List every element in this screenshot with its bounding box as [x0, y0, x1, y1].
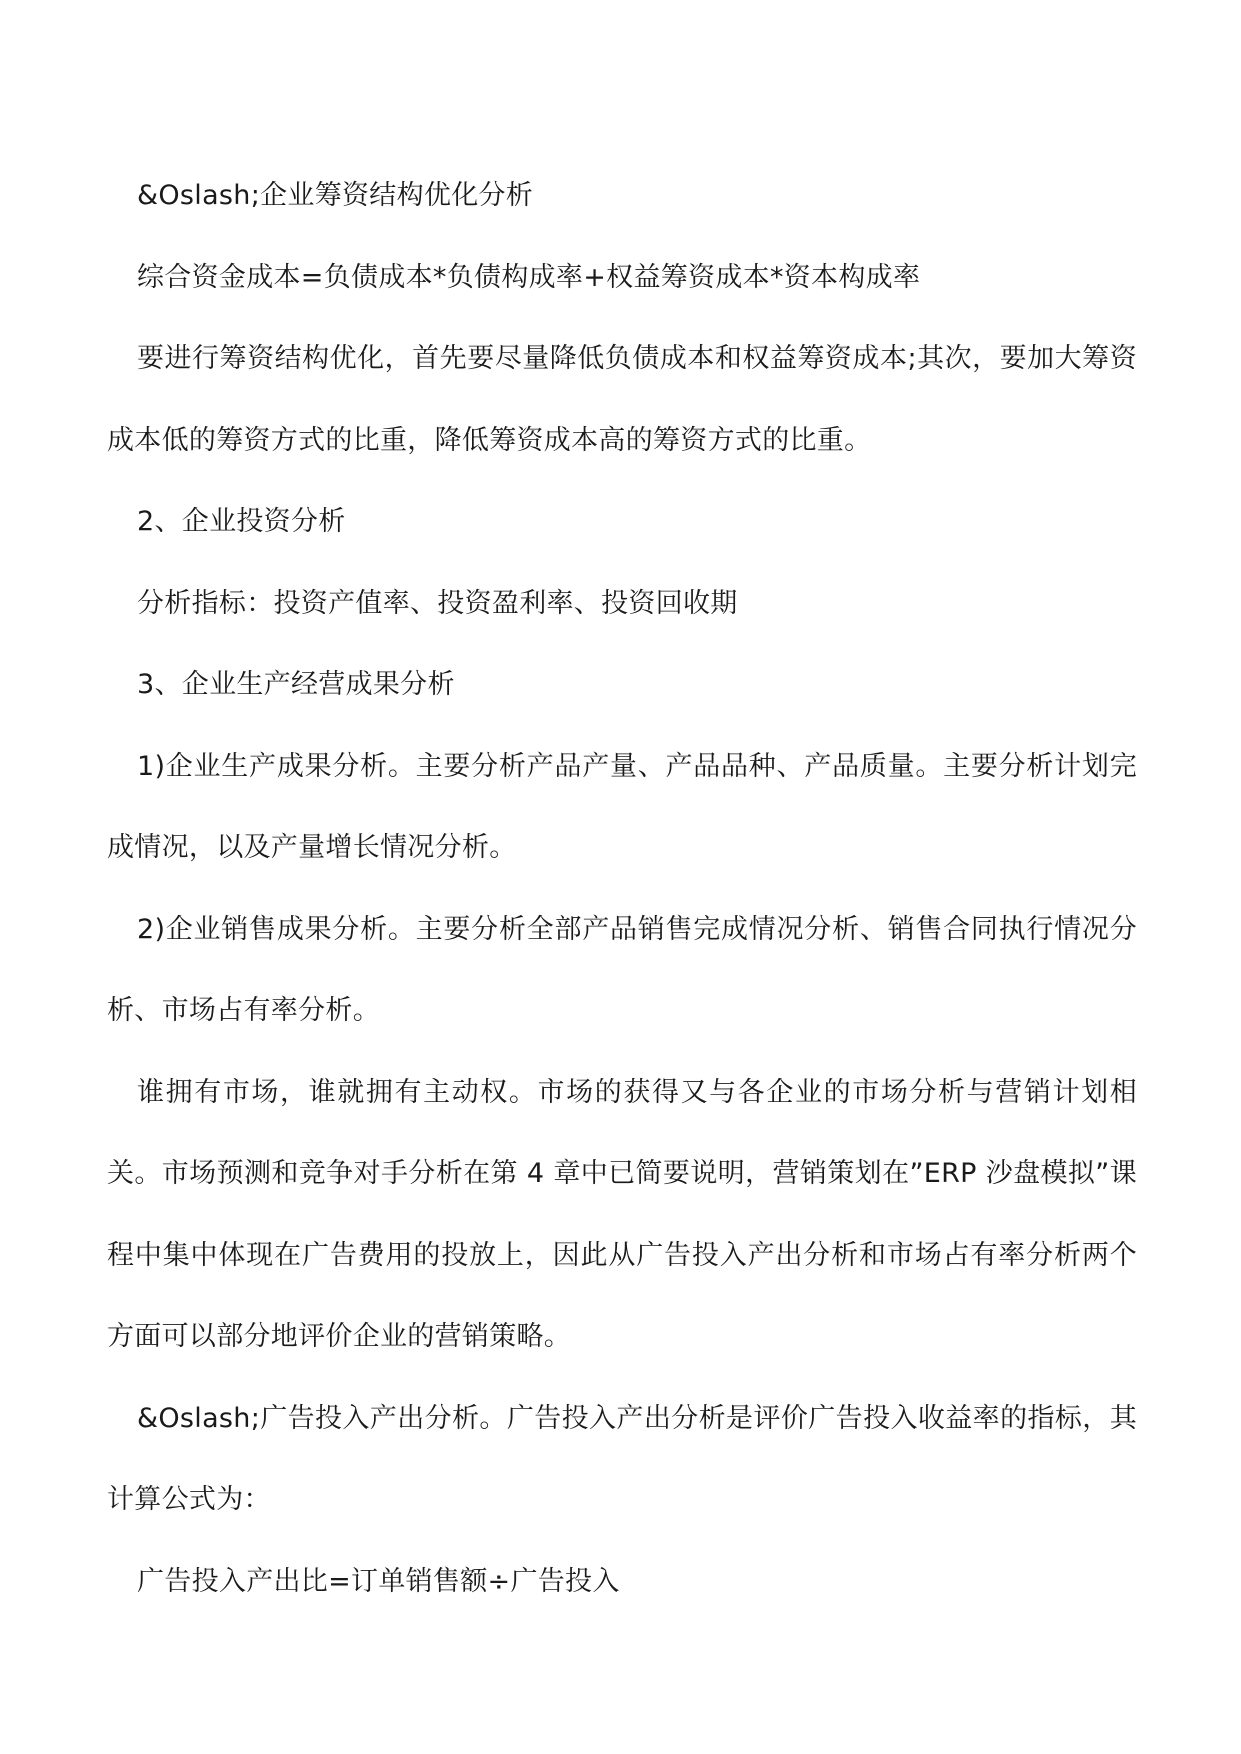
paragraph-financing-optimization: 要进行筹资结构优化，首先要尽量降低负债成本和权益筹资成本;其次，要加大筹资成本低的筹资方式的比重，降低筹资成本高的筹资方式的比重。 — [107, 343, 1137, 456]
paragraph-sales-results: 2)企业销售成果分析。主要分析全部产品销售完成情况分析、销售合同执行情况分析、市场占有率分析。 — [107, 913, 1137, 1026]
heading-investment-analysis: 2、企业投资分析 — [137, 506, 346, 537]
formula-capital-cost: 综合资金成本=负债成本*负债构成率+权益筹资成本*资本构成率 — [137, 261, 921, 293]
heading-financing-structure: &Oslash;企业筹资结构优化分析 — [137, 180, 534, 211]
paragraph-investment-indicators: 分析指标：投资产值率、投资盈利率、投资回收期 — [137, 587, 738, 619]
paragraph-advertising-analysis: &Oslash;广告投入产出分析。广告投入产出分析是评价广告投入收益率的指标，其计算公式为： — [107, 1402, 1137, 1515]
paragraph-production-results: 1)企业生产成果分析。主要分析产品产量、产品品种、产品质量。主要分析计划完成情况，以及产量增长情况分析。 — [107, 750, 1137, 863]
document-body — [107, 155, 1137, 1622]
paragraph-market: 谁拥有市场，谁就拥有主动权。市场的获得又与各企业的市场分析与营销计划相关。市场预测和竞争对手分析在第 4 章中已简要说明，营销策划在”ERP 沙盘模拟”课程中集中体现在广告费用的投放上，因此从广告投入产出分析和市场占有率分析两个方面可以部分地评价企业的营销策略。 — [107, 1076, 1137, 1352]
heading-operating-results: 3、企业生产经营成果分析 — [137, 669, 455, 700]
formula-advertising-ratio: 广告投入产出比=订单销售额÷广告投入 — [137, 1565, 620, 1597]
